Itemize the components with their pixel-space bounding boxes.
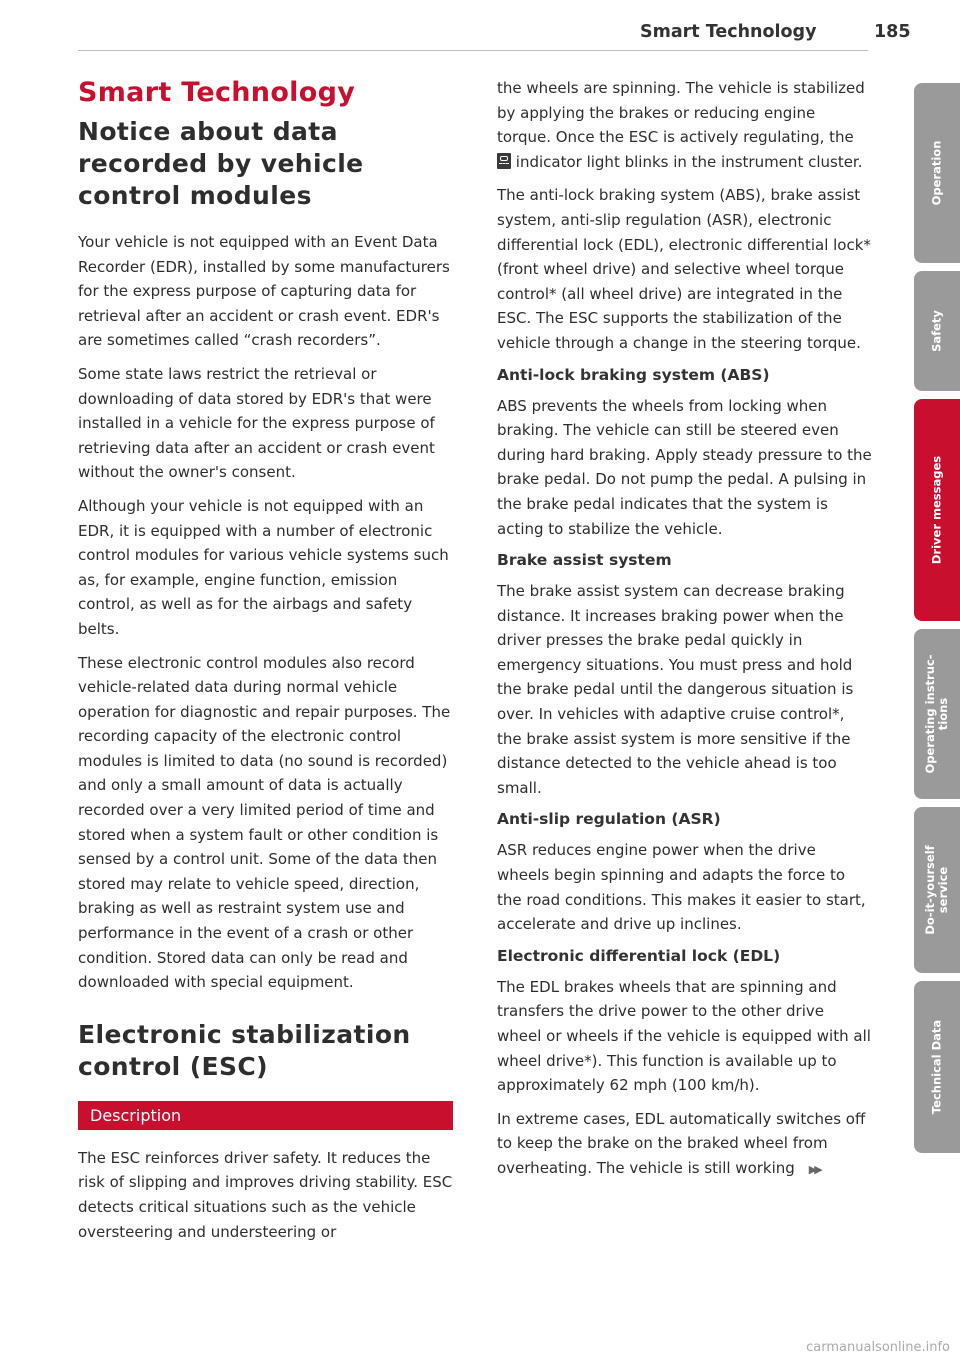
edl-text-continued: In extreme cases, EDL automatically switches off to keep the brake on the braked wheel from overheating. The vehicle is still working [497,1109,866,1177]
paragraph: The anti-lock braking system (ABS), brake assist system, anti-slip regulation (ASR), electronic differential lock (EDL), electronic differential lock* (front wheel drive) and selective wheel torque control* (all wheel drive) are integrated in the ESC. The ESC supports the stabilization of the vehicle through a change in the steering torque. [497,186,871,352]
brake-assist-heading: Brake assist system [497,551,672,570]
paragraph [497,76,872,174]
continue-arrow-icon: ▶▶ [808,1162,820,1176]
abs-heading: Anti-lock braking system (ABS) [497,365,770,384]
paragraph: Some state laws restrict the retrieval or downloading of data stored by EDR's that were installed in a vehicle for the express purpose of retrieving data after an accident or crash event without the owner's consent. [78,364,435,482]
section-title: Smart Technology [78,77,356,108]
page-number: 185 [874,22,911,42]
paragraph: ASR reduces engine power when the drive wheels begin spinning and adapts the force to the road conditions. This makes it easier to start, accelerate and drive up inclines. [497,841,866,934]
watermark: carmanualsonline.info [806,1340,950,1355]
tab-driver-messages[interactable]: Driver messages [914,399,960,621]
esc-title: Electronic stabilization control (ESC) [78,1019,411,1081]
left-column [78,76,453,1253]
paragraph: The ESC reinforces driver safety. It reduces the risk of slipping and improves driving stability. ESC detects critical situations such as the vehicle oversteering and understeering or [78,1148,453,1241]
right-column [497,76,872,1192]
tab-technical-data[interactable]: Technical Data [914,981,960,1153]
paragraph [497,1107,872,1183]
text-after-icon: indicator light blinks in the instrument cluster. [515,152,863,171]
asr-heading: Anti-slip regulation (ASR) [497,810,721,829]
notice-title: Notice about data recorded by vehicle control modules [78,117,364,210]
paragraph: Your vehicle is not equipped with an Event Data Recorder (EDR), installed by some manufacturers for the express purpose of capturing data for retrieval after an accident or crash event. EDR's are sometimes called “crash recorders”. [78,233,450,350]
tab-do-it-yourself-service[interactable]: Do-it-yourself service [914,807,960,973]
paragraph: The brake assist system can decrease braking distance. It increases braking power when the driver presses the brake pedal quickly in emergency situations. You must press and hold the brake pedal until the dangerous situation is over. In vehicles with adaptive cruise control*, the brake assist system is more sensitive if the distance detected to the vehicle ahead is too small. [497,582,854,797]
paragraph: ABS prevents the wheels from locking when braking. The vehicle can still be steered even during hard braking. Apply steady pressure to the brake pedal. Do not pump the pedal. A pulsing in the brake pedal indicates that the system is acting to stabilize the vehicle. [497,396,872,538]
tab-safety[interactable]: Safety [914,271,960,391]
paragraph: Although your vehicle is not equipped with an EDR, it is equipped with a number of electronic control modules for various vehicle systems such as, for example, engine function, emission control, as well as for the airbags and safety belts. [78,496,449,638]
text-before-icon: the wheels are spinning. The vehicle is stabilized by applying the brakes or reducing engine torque. Once the ESC is actively regulating, the [497,79,865,147]
esc-indicator-icon [497,153,511,169]
running-header-title: Smart Technology [640,22,817,42]
paragraph: The EDL brakes wheels that are spinning and transfers the drive power to the other drive wheel or wheels if the vehicle is equipped with all wheel drive*). This function is available up to approximately 62 mph (100 km/h). [497,977,871,1095]
paragraph: These electronic control modules also record vehicle-related data during normal vehicle operation for diagnostic and repair purposes. The recording capacity of the electronic control modules is limited to data (no sound is recorded) and only a small amount of data is actually recorded over a very limited period of time and stored when a system fault or other condition is sensed by a control unit. Some of the data then stored may relate to vehicle speed, direction, braking as well as restraint system use and performance in the event of a crash or other condition. Stored data can only be read and downloaded with special equipment. [78,653,451,992]
tab-operating-instructions[interactable]: Operating instruc- tions [914,629,960,799]
tab-operation[interactable]: Operation [914,83,960,263]
edl-heading: Electronic differential lock (EDL) [497,946,781,965]
description-bar: Description [78,1101,453,1130]
header-rule [78,50,868,51]
